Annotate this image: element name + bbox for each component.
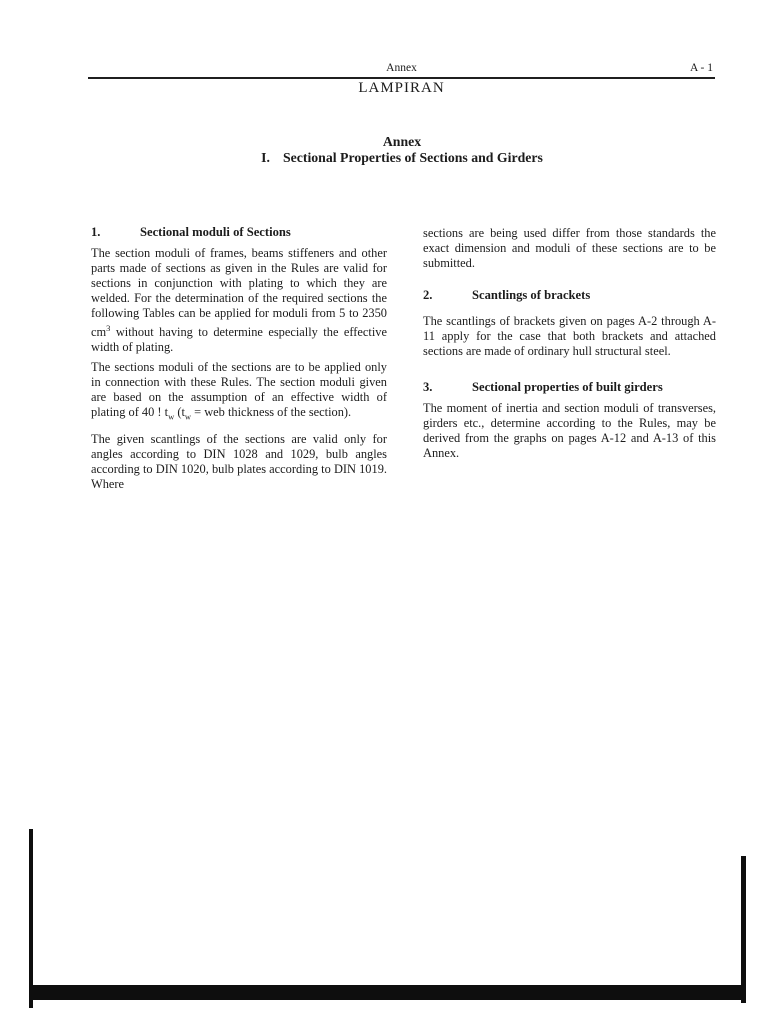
section-3-heading bbox=[423, 380, 716, 395]
annex-subtitle-numeral: I. bbox=[261, 150, 270, 165]
scan-edge-left bbox=[29, 829, 33, 1008]
annex-subtitle-text: Sectional Properties of Sections and Girders bbox=[282, 150, 543, 165]
superscript-3: 3 bbox=[106, 323, 111, 333]
section-3-paragraph: The moment of inertia and section moduli of transverses, girders etc., determine according to the Rules, may be derived from the graphs on pages A-12 and A-13 of this Annex. bbox=[423, 401, 716, 460]
paragraph-text: The sections moduli of the sections are to be applied only in connection with these Rules. The section moduli given are based on the assumption of an effective width of plating of 40 ! t bbox=[91, 360, 387, 420]
section-1-paragraph-1 bbox=[91, 246, 387, 355]
annex-title: Annex bbox=[382, 134, 422, 149]
section-3-title: Sectional properties of built girders bbox=[472, 380, 663, 394]
header-rule bbox=[88, 77, 715, 79]
paragraph-text: (t bbox=[174, 405, 185, 420]
section-1-title: Sectional moduli of Sections bbox=[140, 225, 291, 239]
annex-title-block bbox=[70, 134, 734, 166]
section-1-paragraph-3: The given scantlings of the sections are valid only for angles according to DIN 1028 and 1029, bulb angles according to DIN 1020, bulb plates according to DIN 1019. Where bbox=[91, 431, 387, 491]
section-2-title: Scantlings of brackets bbox=[472, 288, 591, 302]
subscript-w: w bbox=[168, 411, 175, 422]
paragraph-text: The section moduli of frames, beams stiffeners and other parts made of sections as given in the Rules are valid for sections in conjunction with plating to which they are welded. For the determination of the required sections the following Tables can be applied for moduli from 5 to 2350 cm bbox=[91, 246, 387, 340]
running-header-title: Annex bbox=[386, 62, 417, 74]
paragraph-text: without having to determine especially the effective width of plating. bbox=[91, 325, 387, 355]
annex-subtitle bbox=[70, 150, 734, 166]
lampiran-heading: LAMPIRAN bbox=[358, 80, 445, 96]
section-1-number: 1. bbox=[91, 225, 101, 239]
scan-edge-right bbox=[741, 856, 746, 1003]
section-2-heading bbox=[423, 288, 716, 303]
left-column bbox=[91, 225, 387, 492]
scan-edge-bottom bbox=[30, 985, 744, 1000]
paragraph-text: = web thickness of the section). bbox=[191, 405, 352, 420]
section-2-paragraph: The scantlings of brackets given on pages A-2 through A-11 apply for the case that both brackets and attached sections are made of ordinary hull structural steel. bbox=[423, 314, 716, 358]
subscript-w: w bbox=[184, 411, 192, 422]
continued-paragraph: sections are being used differ from those standards the exact dimension and moduli of these sections are to be submitted. bbox=[423, 226, 716, 270]
section-1-paragraph-2 bbox=[91, 360, 387, 424]
running-header bbox=[88, 61, 715, 76]
section-2-number: 2. bbox=[423, 288, 433, 302]
section-1-heading bbox=[91, 225, 387, 240]
section-3-number: 3. bbox=[423, 380, 433, 394]
right-column bbox=[423, 226, 716, 461]
page-number: A - 1 bbox=[690, 62, 713, 74]
